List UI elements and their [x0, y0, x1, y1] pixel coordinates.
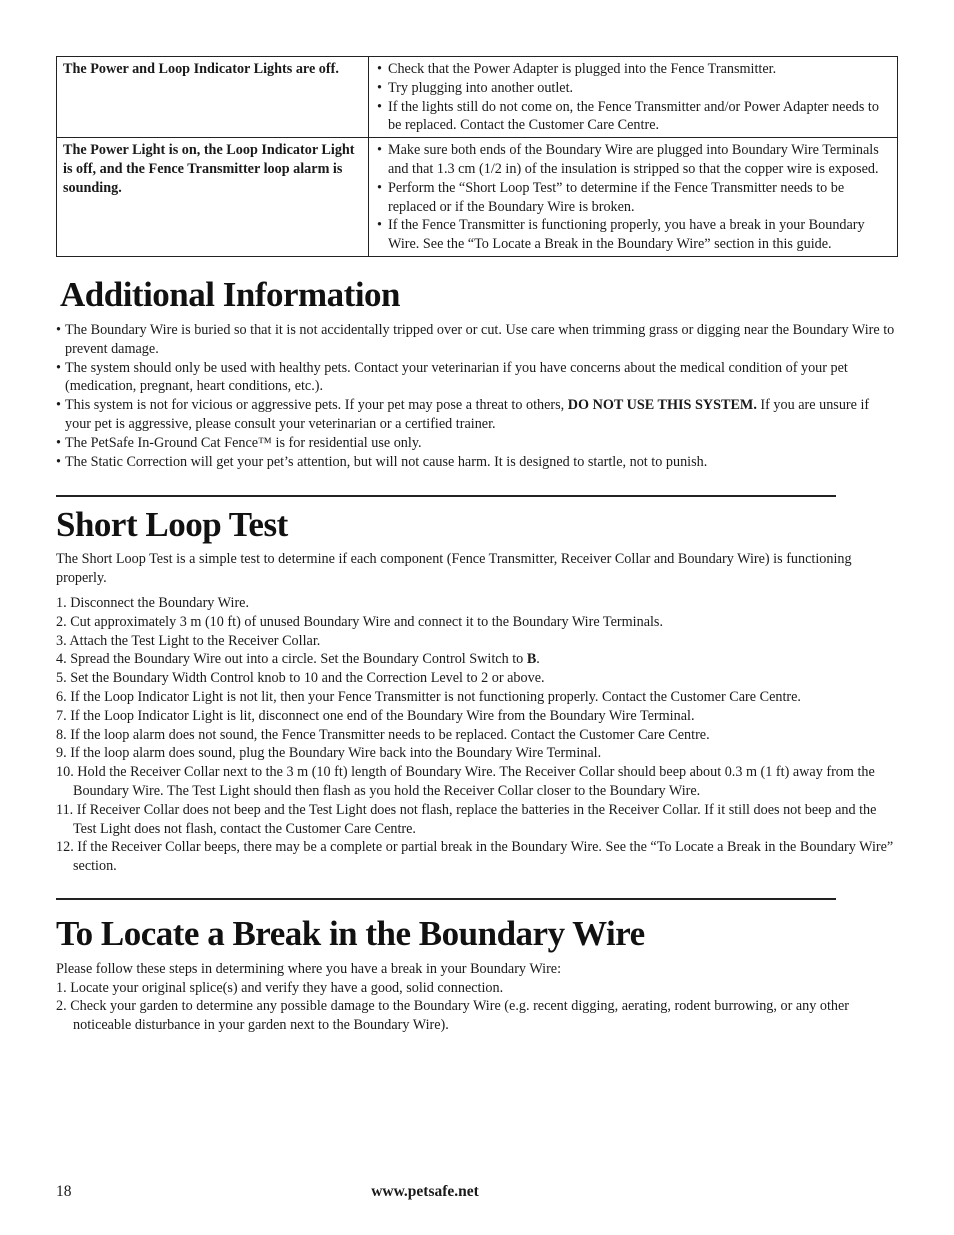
- list-item: 2. Cut approximately 3 m (10 ft) of unused Boundary Wire and connect it to the Boundary Wire Terminals.: [56, 613, 664, 630]
- list-item: 10. Hold the Receiver Collar next to the 3 m (10 ft) length of Boundary Wire. The Receiver Collar should beep about 0.3 m (1 ft) away from the Boundary Wire. The Test Light should then flash as you hold the Receiver Collar closer to the Boundary Wire.: [56, 764, 875, 799]
- list-item: 1. Locate your original splice(s) and verify they have a good, solid connection.: [56, 979, 504, 996]
- list-item: • The Boundary Wire is buried so that it is not accidentally tripped over or cut. Use care when trimming grass or digging near the Boundary Wire to prevent damage.: [56, 321, 898, 359]
- list-item: • The PetSafe In-Ground Cat Fence™ is for residential use only.: [56, 434, 898, 453]
- locate-break-body: [56, 960, 898, 1035]
- short-loop-test-body: [56, 550, 898, 876]
- list-item: 1. Disconnect the Boundary Wire.: [56, 594, 250, 611]
- locate-break-steps: [56, 979, 898, 1035]
- list-item: 3. Attach the Test Light to the Receiver Collar.: [56, 632, 321, 649]
- warning-text-after: If you are unsure if your pet is aggressive, please consult your veterinarian or a certified trainer.: [65, 397, 870, 432]
- short-loop-test-steps: [56, 594, 898, 876]
- short-loop-test-heading: Short Loop Test: [56, 505, 288, 545]
- list-item: 7. If the Loop Indicator Light is lit, disconnect one end of the Boundary Wire from the Boundary Wire Terminal.: [56, 707, 695, 724]
- warning-list-item: [56, 396, 898, 434]
- list-item: 8. If the loop alarm does not sound, the Fence Transmitter needs to be replaced. Contact the Customer Care Centre.: [56, 726, 710, 743]
- list-item: • Make sure both ends of the Boundary Wire are plugged into Boundary Wire Terminals and that 1.3 cm (1/2 in) of the insulation is stripped so that the copper wire is exposed.: [375, 141, 891, 179]
- list-item: 12. If the Receiver Collar beeps, there may be a complete or partial break in the Boundary Wire. See the “To Locate a Break in the Boundary Wire” section.: [56, 839, 894, 875]
- section-divider: [56, 495, 836, 497]
- list-item: 11. If Receiver Collar does not beep and the Test Light does not flash, replace the batteries in the Receiver Collar. If it still does not beep and the Test Light does not flash, contact the Customer Care Centre.: [56, 801, 877, 837]
- additional-info-heading: Additional Information: [60, 274, 401, 314]
- short-loop-test-intro: The Short Loop Test is a simple test to determine if each component (Fence Transmitter, Receiver Collar and Boundary Wire) is functioning properly.: [56, 551, 852, 587]
- troubleshooting-table: [56, 56, 898, 257]
- solution-list: [375, 141, 891, 254]
- list-item: 6. If the Loop Indicator Light is not lit, then your Fence Transmitter is not functioning properly. Contact the Customer Care Centre.: [56, 688, 801, 705]
- problem-cell: The Power and Loop Indicator Lights are off.: [57, 57, 369, 138]
- website-link[interactable]: www.petsafe.net: [371, 1183, 479, 1200]
- page-footer: [56, 1182, 898, 1204]
- list-item: [56, 650, 898, 669]
- locate-break-heading: To Locate a Break in the Boundary Wire: [56, 913, 645, 953]
- step4-text-after: .: [536, 651, 540, 668]
- warning-text-before: This system is not for vicious or aggressive pets. If your pet may pose a threat to others,: [65, 397, 568, 414]
- locate-break-intro: Please follow these steps in determining where you have a break in your Boundary Wire:: [56, 960, 562, 977]
- list-item: 2. Check your garden to determine any possible damage to the Boundary Wire (e.g. recent digging, aerating, rodent burrowing, or any other noticeable disturbance in your garden next to the Boundary Wire).: [56, 998, 850, 1034]
- table-row: [57, 138, 898, 257]
- step4-switch-setting: B: [526, 651, 537, 668]
- list-item: • The system should only be used with healthy pets. Contact your veterinarian if you have concerns about the medical condition of your pet (medication, pregnant, heart conditions, etc.).: [56, 359, 898, 397]
- manual-page: [56, 56, 898, 1035]
- list-item: 9. If the loop alarm does sound, plug the Boundary Wire back into the Boundary Wire Terminal.: [56, 745, 602, 762]
- table-row: [57, 57, 898, 138]
- list-item: • If the Fence Transmitter is functioning properly, you have a break in your Boundary Wire. See the “To Locate a Break in the Boundary Wire” section in this guide.: [375, 216, 891, 254]
- list-item: • Perform the “Short Loop Test” to determine if the Fence Transmitter needs to be replaced or if the Boundary Wire is broken.: [375, 179, 891, 217]
- list-item: • If the lights still do not come on, the Fence Transmitter and/or Power Adapter needs to be replaced. Contact the Customer Care Centre.: [375, 98, 891, 136]
- solution-cell: [369, 57, 898, 138]
- list-item: 5. Set the Boundary Width Control knob to 10 and the Correction Level to 2 or above.: [56, 670, 545, 687]
- list-item: • The Static Correction will get your pet’s attention, but will not cause harm. It is designed to startle, not to punish.: [56, 453, 898, 472]
- warning-emphasis: DO NOT USE THIS SYSTEM.: [567, 397, 757, 414]
- step4-text-before: 4. Spread the Boundary Wire out into a circle. Set the Boundary Control Switch to: [56, 651, 527, 668]
- page-number: 18: [56, 1183, 72, 1200]
- list-item: • Try plugging into another outlet.: [375, 79, 891, 98]
- additional-info-list: [56, 321, 898, 471]
- problem-cell: The Power Light is on, the Loop Indicator Light is off, and the Fence Transmitter loop alarm is sounding.: [57, 138, 369, 257]
- solution-list: [375, 60, 891, 135]
- list-item: • Check that the Power Adapter is plugged into the Fence Transmitter.: [375, 60, 891, 79]
- solution-cell: [369, 138, 898, 257]
- section-divider: [56, 898, 836, 900]
